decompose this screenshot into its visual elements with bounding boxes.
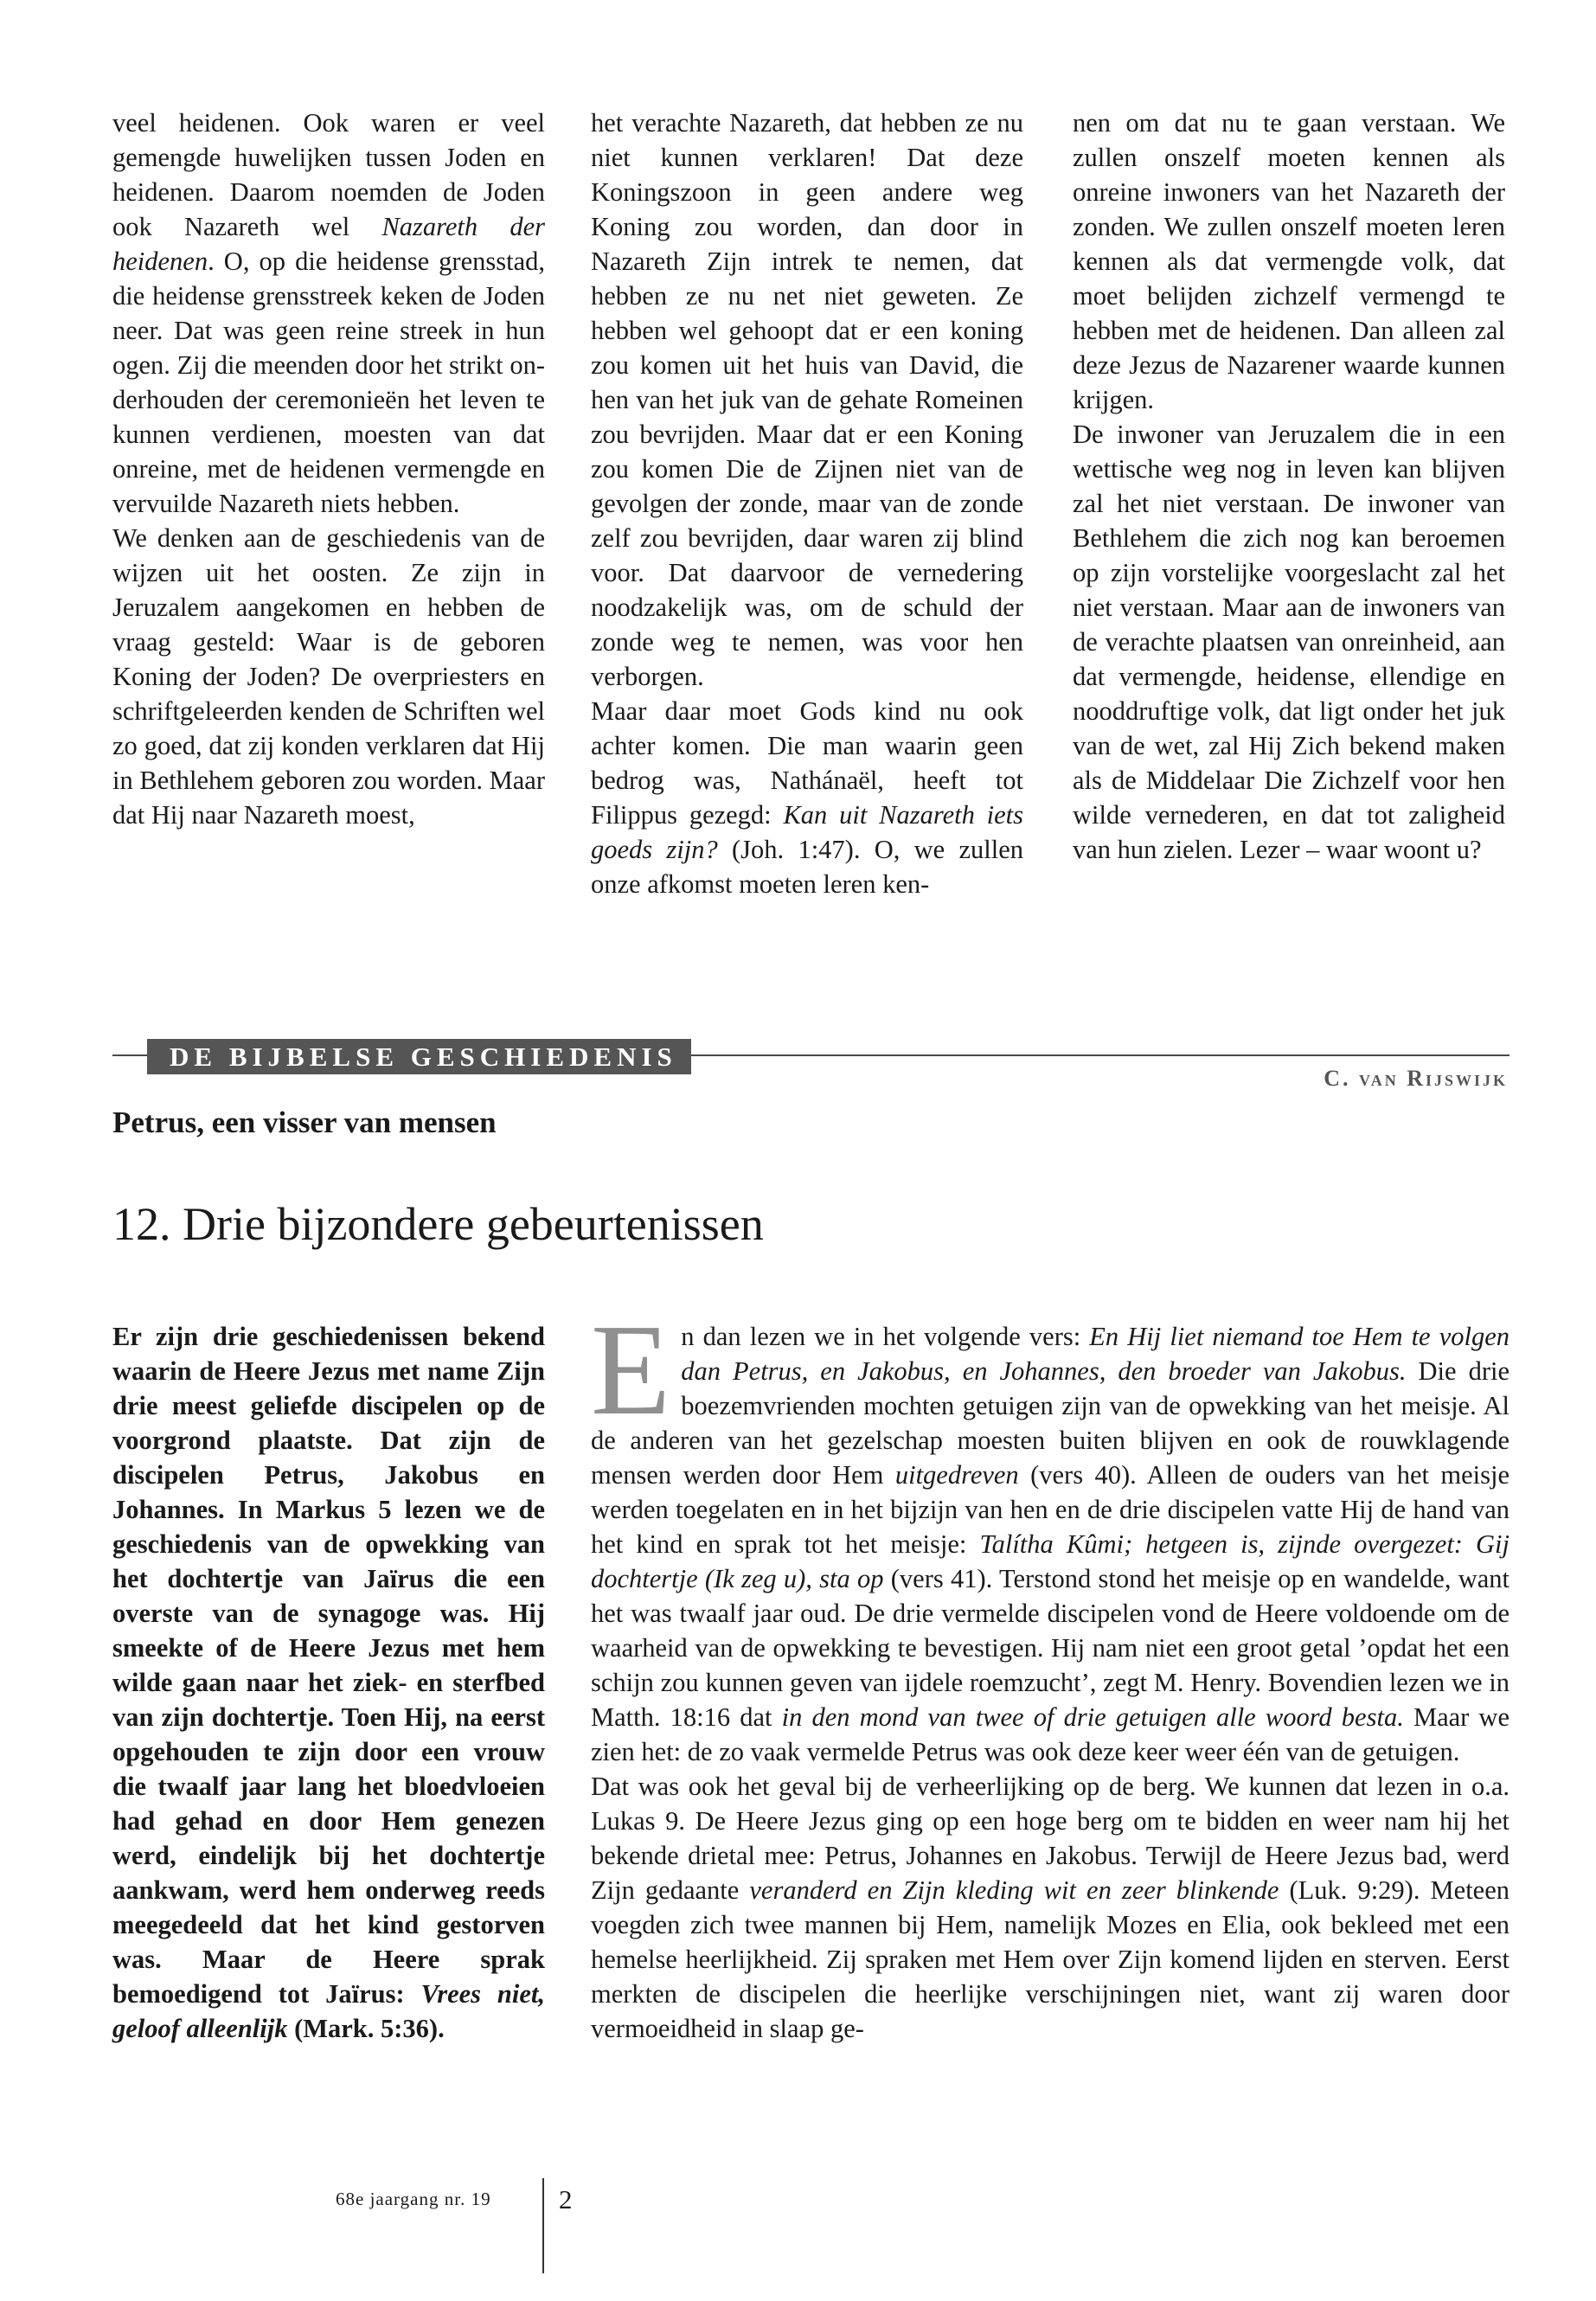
paragraph: Dat was ook het geval bij de verheerlijking op de berg. We kunnen dat lezen in o.a. Lukas 9. De Heere Jezus ging op een hoge berg om te bidden en weer nam hij het bekende drietal mee: Petrus, Johannes en Jakobus. Terwijl de Heere Jezus bad, werd Zijn gedaante veranderd en Zijn kleding wit en zeer blinkende (Luk. 9:29). Meteen voegden zich twee mannen bij Hem, namelijk Mozes en Elia, ook bekleed met een hemelse heerlijkheid. Zij spraken met Hem over Zijn komend lijden en sterven. Eerst merkten de discipelen die heerlijke verschijningen niet, want zij waren door vermoeidheid in slaap ge- <box>591 1772 1509 2043</box>
series-title: Petrus, een visser van mensen <box>112 1106 497 1139</box>
paragraph: Maar daar moet Gods kind nu ook achter komen. Die man waarin geen bedrog was, Nathánaël, heeft tot Filippus gezegd: Kan uit Nazareth iets goeds zijn? (Joh. 1:47). O, we zullen onze afkomst moeten leren ken- <box>591 696 1024 899</box>
issue-info: 68e jaargang nr. 19 <box>336 2189 491 2209</box>
italic-phrase: Nazareth der heidenen <box>112 212 546 276</box>
continued-column-3 <box>1073 106 1505 867</box>
paragraph: En dan lezen we in het volgende vers: En Hij liet niemand toe Hem te volgen dan Petrus, en Jakobus, en Johannes, den broeder van Jakobus. Die drie boezemvrienden mochten getuigen zijn van de opwekking van het meisje. Al de anderen van het gezelschap moesten buiten blijven en ook de rouwklagende mensen werden door Hem uitgedreven (vers 40). Alleen de ouders van het meisje werden toegelaten en in het bijzijn van hen en de drie discipelen vatte Hij de hand van het kind en sprak tot het meisje: Talítha Kûmi; hetgeen is, zijnde overgezet: Gij dochtertje (Ik zeg u), sta op (vers 41). Terstond stond het meisje op en wandelde, want het was twaalf jaar oud. De drie vermelde discipelen vond de Heere voldoende om de waarheid van de opwekking te bevestigen. Hij nam niet een groot getal ’opdat het een schijn zou kunnen geven van ijdele roemzucht’, zegt M. Henry. Bovendien lezen we in Matth. 18:16 dat in den mond van twee of drie getuigen alle woord besta. Maar we zien het: de zo vaak vermelde Petrus was ook deze keer weer één van de getuigen. <box>591 1297 1510 1766</box>
paragraph: nen om dat nu te gaan verstaan. We zullen onszelf moeten kennen als onreine inwoners van het Nazareth der zonden. We zullen onszelf moeten leren kennen als dat vermengde volk, dat moet belijden zichzelf vermengd te hebben met de heidenen. Dan alleen zal deze Jezus de Nazarener waarde kunnen krijgen. <box>1073 108 1505 414</box>
paragraph: veel heidenen. Ook waren er veel gemengde huwelijken tussen Joden en heidenen. Daarom noemden de Joden ook Nazareth wel Nazareth der heidenen. O, op die heidense grensstad, die heidense grensstreek keken de Joden neer. Dat was geen reine streek in hun ogen. Zij die meenden door het strikt onderhouden der ceremonieën het leven te kunnen verdienen, moesten van dat onreine, met de heidenen vermengde en vervuilde Nazareth niets hebben. <box>112 108 546 518</box>
paragraph: het verachte Nazareth, dat hebben ze nu niet kunnen verklaren! Dat deze Koningszoon in geen andere weg Koning zou worden, dan door in Nazareth Zijn intrek te nemen, dat hebben ze nu net niet geweten. Ze hebben wel gehoopt dat er een koning zou komen uit het huis van David, die hen van het juk van de gehate Romeinen zou bevrijden. Maar dat er een Koning zou komen Die de Zijnen niet van de gevolgen der zonde, maar van de zonde zelf zou bevrijden, daar waren zij blind voor. Dat daarvoor de vernedering noodzakelijk was, om de schuld der zonde weg te nemen, was voor hen verborgen. <box>591 108 1023 691</box>
drop-cap: E <box>591 1297 671 1442</box>
author-byline: C. van Rijswijk <box>1324 1066 1508 1091</box>
page-number: 2 <box>559 2184 573 2214</box>
continued-column-1 <box>112 106 545 832</box>
article-title: 12. Drie bijzondere gebeurtenissen <box>112 1198 764 1250</box>
paragraph: We denken aan de geschiedenis van de wijzen uit het oosten. Ze zijn in Jeruzalem aangekomen en hebben de vraag gesteld: Waar is de geboren Koning der Joden? De overpriesters en schriftgeleerden kenden de Schriften wel zo goed, dat zij konden verklaren dat Hij in Bethlehem geboren zou worden. Maar dat Hij naar Nazareth moest, <box>112 523 545 830</box>
continued-column-2 <box>591 106 1023 901</box>
article-body <box>591 1297 1510 2046</box>
italic-quote: Vrees niet, geloof alleenlijk <box>112 1979 545 2043</box>
italic-quote: Kan uit Nazareth iets goeds zijn? <box>591 800 1024 864</box>
footer-divider <box>542 2178 544 2273</box>
article-intro: Er zijn drie geschiedenissen bekend waarin de Heere Jezus met name Zijn drie meest geliefde discipelen op de voorgrond plaatste. Dat zijn de discipelen Petrus, Jakobus en Johannes. In Markus 5 lezen we de geschiedenis van de opwekking van het dochtertje van Jaïrus die een overste van de synagoge was. Hij smeekte of de Heere Jezus met hem wilde gaan naar het ziek- en sterfbed van zijn dochtertje. Toen Hij, na eerst opgehouden te zijn door een vrouw die twaalf jaar lang het bloedvloeien had gehad en door Hem genezen werd, eindelijk bij het dochtertje aankwam, werd hem onderweg reeds meegedeeld dat het kind gestorven was. Maar de Heere sprak bemoedigend tot Jaïrus: Vrees niet, geloof alleenlijk (Mark. 5:36). <box>112 1322 545 2043</box>
section-label: DE BIJBELSE GESCHIEDENIS <box>147 1039 691 1074</box>
paragraph: De inwoner van Jeruzalem die in een wettische weg nog in leven kan blijven zal het niet verstaan. De inwoner van Bethlehem die zich nog kan beroemen op zijn vorstelijke voorgeslacht zal het niet verstaan. Maar aan de inwoners van de verachte plaatsen van onreinheid, aan dat vermengde, heidense, ellendige en nooddruftige volk, dat ligt onder het juk van de wet, zal Hij Zich bekend maken als de Middelaar Die Zichzelf voor hen wilde vernederen, en dat tot zaligheid van hun zielen. Lezer – waar woont u? <box>1073 420 1505 864</box>
